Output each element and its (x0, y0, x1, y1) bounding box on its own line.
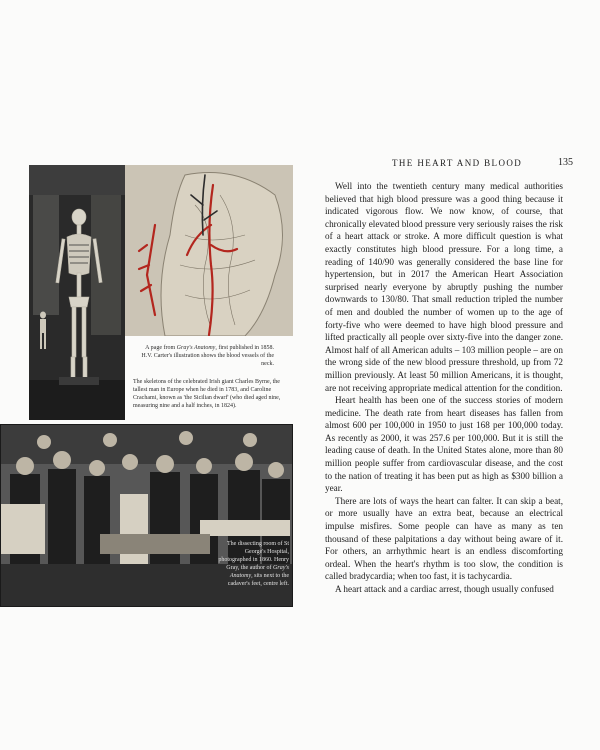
skeleton-caption: The skeletons of the celebrated Irish giant Charles Byrne, the tallest man in Europe when he died in 1783, and Caroline Crachami, known as 'the Sicilian dwarf' (who died aged nine, measuring nine and a half inches, in 1824). (133, 379, 281, 409)
anatomy-caption (136, 344, 274, 368)
skeleton-illustration (29, 165, 125, 420)
skeleton-photo (29, 165, 125, 420)
anatomy-illustration (125, 165, 293, 336)
anatomy-caption-post: , first published in 1858. H.V. Carter's illustration shows the blood vessels of the neck. (141, 345, 274, 367)
neck-vessels-illustration (125, 165, 293, 336)
anatomy-caption-title: Gray's Anatomy (176, 345, 216, 351)
running-head: THE HEART AND BLOOD (392, 158, 523, 168)
body-paragraph: Heart health has been one of the success stories of modern medicine. The death rate from heart diseases has fallen from almost 600 per 100,000 in 1950 to just 168 per 100,000 today. As recently as 2000, it was 257.6 per 100,000. But it is still the leading cause of death. In the United States alone, more than 80 million people suffer from cardiovascular disease, and the cost to the nation of treating it has been put as high as $300 billion a year. (325, 395, 563, 494)
dissecting-room-photo (0, 424, 293, 607)
dissecting-room-caption (218, 540, 289, 588)
body-paragraph: Well into the twentieth century many medical authorities believed that high blood pressure was a good thing because it indicated vigorous flow. We now know, of course, that chronically elevated blood pressure very seriously raises the risk of a heart attack or stroke. A more difficult question is what exactly constitutes high blood pressure. For a long time, a reading of 140/90 was generally considered the base line for hypertension, but in 2017 the American Heart Association surprised nearly everyone by abruptly pushing the number downwards to 130/80. That small reduction tripled the number of men and doubled the number of women up to the age of forty-five who were deemed to have high blood pressure and lifted practically all people over sixty-five into the danger zone. Almost half of all American adults – 103 million people – are on the wrong side of the new blood pressure threshold, up from 72 million previously. At least 50 million Americans, it is thought, are not receiving appropriate medical attention for the condition. (325, 181, 563, 393)
anatomy-caption-pre: A page from (145, 345, 177, 351)
dissect-caption-title: Gray's Anatomy (229, 565, 289, 579)
body-paragraph: A heart attack and a cardiac arrest, though usually confused (335, 584, 554, 594)
dissect-caption-post: , sits next to the cadaver's feet, centre left. (227, 573, 289, 587)
body-paragraph: There are lots of ways the heart can falter. It can skip a beat, or more usually have an extra beat, because an electrical impulse misfires. Some people can have as many as ten thousand of these palpitations a day without being aware of it. For others, an arrhythmic heart is an endless discomforting ordeal. When the heart's rhythm is too slow, the condition is called bradycardia; when too fast, it is tachycardia. (325, 495, 563, 582)
dissect-caption-pre: The dissecting room of St George's Hospital, photographed in 1860. Henry Gray, the author of (218, 541, 289, 571)
body-text (325, 180, 563, 596)
page-number: 135 (558, 157, 573, 168)
